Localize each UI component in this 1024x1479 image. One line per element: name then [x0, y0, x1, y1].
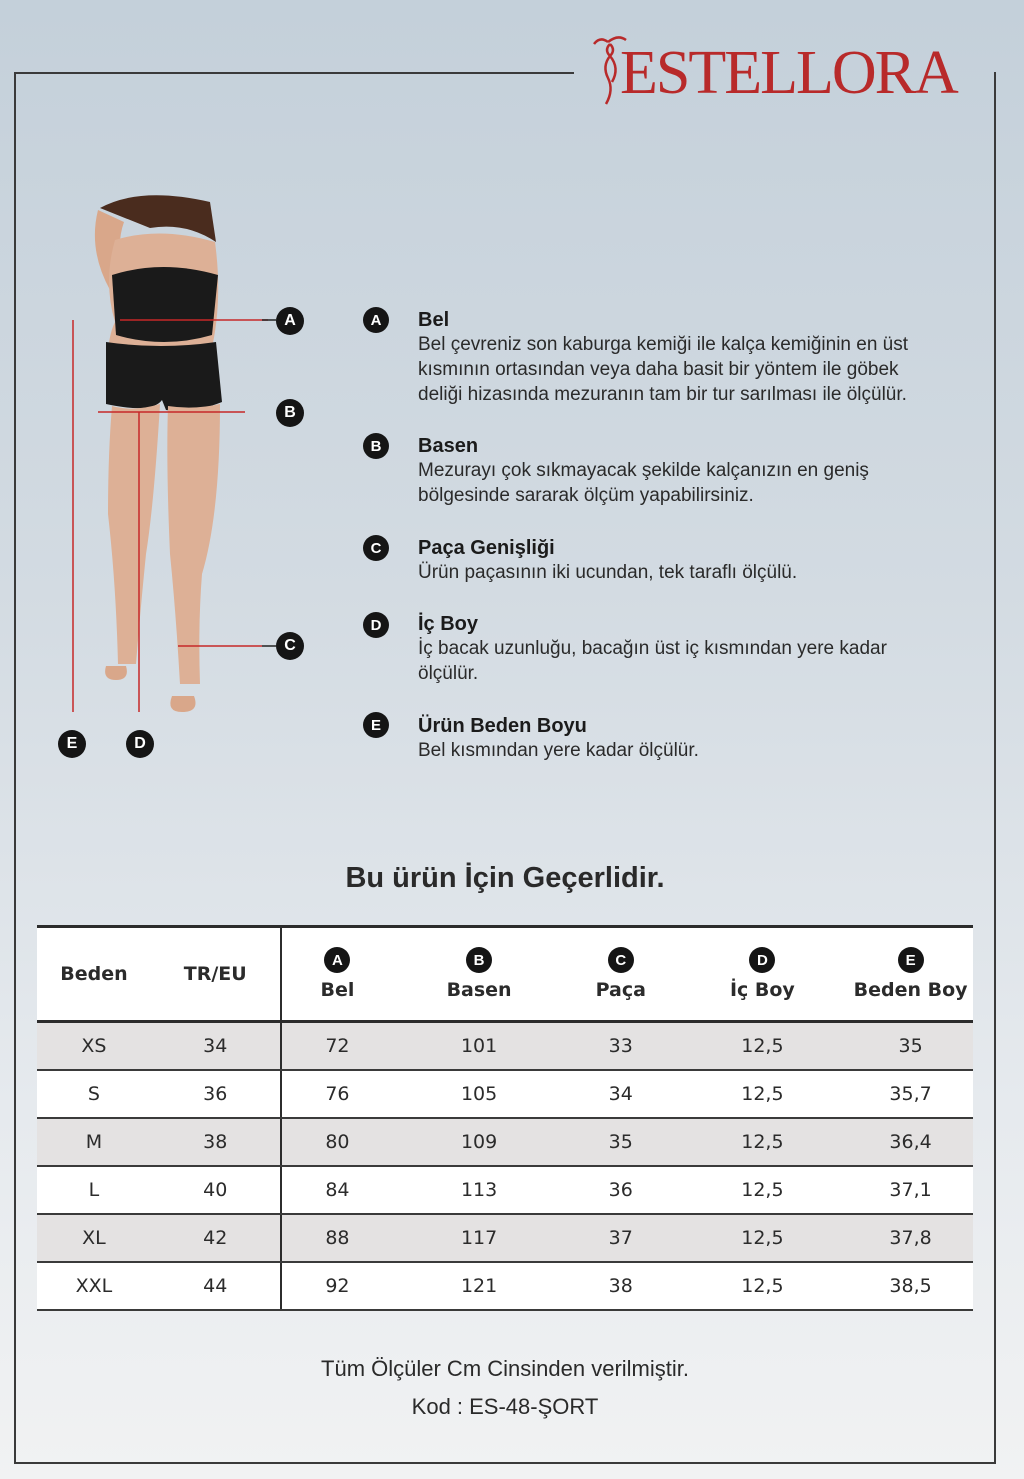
- header-beden: Beden: [37, 927, 151, 1022]
- desc-paca: [418, 536, 998, 585]
- desc-badge-c: C: [363, 535, 389, 561]
- desc-title: İç Boy: [418, 613, 479, 635]
- desc-bel: [418, 308, 998, 407]
- table-row: [37, 1166, 973, 1214]
- product-code: Kod : ES-48-ŞORT: [411, 1394, 599, 1419]
- cell-beden: S: [37, 1070, 151, 1118]
- cell-basen: 105: [393, 1070, 565, 1118]
- brand-logo: [590, 30, 980, 115]
- cell-basen: 101: [393, 1022, 565, 1071]
- table-row: [37, 1214, 973, 1262]
- cell-bel: 76: [281, 1070, 394, 1118]
- header-badge: C: [608, 947, 634, 973]
- desc-line: bölgesinde sararak ölçüm yapabilirsiniz.: [418, 485, 754, 506]
- size-table: [37, 925, 973, 1311]
- desc-line: Ürün paçasının iki ucundan, tek taraflı ölçülü.: [418, 562, 798, 583]
- desc-badge-e: E: [363, 712, 389, 738]
- brand-name: ESTELLORA: [620, 39, 957, 107]
- cell-bel: 88: [281, 1214, 394, 1262]
- table-row: [37, 1022, 973, 1071]
- cell-ic-boy: 12,5: [677, 1022, 849, 1071]
- cell-tr-eu: 38: [151, 1118, 281, 1166]
- cell-paca: 35: [565, 1118, 677, 1166]
- desc-line: kısmının ortasından veya daha basit bir yöntem ile göbek: [418, 359, 899, 380]
- frame-top-line: [14, 72, 574, 74]
- cell-beden: M: [37, 1118, 151, 1166]
- cell-paca: 34: [565, 1070, 677, 1118]
- desc-line: İç bacak uzunluğu, bacağın üst iç kısmından yere kadar: [418, 638, 887, 659]
- cell-beden: XS: [37, 1022, 151, 1071]
- figure-label-e: E: [58, 730, 86, 758]
- cell-ic-boy: 12,5: [677, 1118, 849, 1166]
- desc-ic-boy: [418, 612, 998, 686]
- header-badge: D: [749, 947, 775, 973]
- desc-title: Ürün Beden Boyu: [418, 715, 587, 737]
- cell-tr-eu: 36: [151, 1070, 281, 1118]
- cell-tr-eu: 44: [151, 1262, 281, 1310]
- desc-title: Paça Genişliği: [418, 537, 555, 559]
- header-bel: A Bel: [281, 927, 394, 1022]
- cell-beden-boy: 37,8: [848, 1214, 973, 1262]
- cell-paca: 33: [565, 1022, 677, 1071]
- cell-beden-boy: 36,4: [848, 1118, 973, 1166]
- figure-label-b: B: [276, 399, 304, 427]
- desc-line: Bel kısmından yere kadar ölçülür.: [418, 740, 699, 761]
- cell-tr-eu: 42: [151, 1214, 281, 1262]
- frame-bottom-line: [14, 1462, 996, 1464]
- cell-beden: L: [37, 1166, 151, 1214]
- cell-tr-eu: 34: [151, 1022, 281, 1071]
- desc-badge-b: B: [363, 433, 389, 459]
- cell-bel: 84: [281, 1166, 394, 1214]
- frame-left-line: [14, 72, 16, 1464]
- desc-line: Mezurayı çok sıkmayacak şekilde kalçanızın en geniş: [418, 460, 869, 481]
- header-badge: E: [898, 947, 924, 973]
- desc-line: Bel çevreniz son kaburga kemiği ile kalça kemiğinin en üst: [418, 334, 909, 355]
- table-row: [37, 1262, 973, 1310]
- cell-beden: XXL: [37, 1262, 151, 1310]
- cell-ic-boy: 12,5: [677, 1214, 849, 1262]
- desc-badge-a: A: [363, 307, 389, 333]
- header-ic-boy: D İç Boy: [677, 927, 849, 1022]
- cell-ic-boy: 12,5: [677, 1166, 849, 1214]
- header-badge: A: [324, 947, 350, 973]
- cell-basen: 109: [393, 1118, 565, 1166]
- header-beden-boy: E Beden Boy: [848, 927, 973, 1022]
- cell-bel: 80: [281, 1118, 394, 1166]
- header-paca: C Paça: [565, 927, 677, 1022]
- desc-title: Bel: [418, 309, 450, 331]
- desc-badge-d: D: [363, 612, 389, 638]
- frame-right-line: [994, 72, 996, 1464]
- desc-line: deliği hizasında mezuranın tam bir tur sarılması ile ölçülür.: [418, 384, 907, 405]
- desc-urun-beden-boyu: [418, 714, 998, 763]
- cell-bel: 72: [281, 1022, 394, 1071]
- header-basen: B Basen: [393, 927, 565, 1022]
- cell-bel: 92: [281, 1262, 394, 1310]
- header-badge: B: [466, 947, 492, 973]
- figure-label-d: D: [126, 730, 154, 758]
- table-header-row: [37, 927, 973, 1022]
- cell-beden-boy: 38,5: [848, 1262, 973, 1310]
- cell-beden-boy: 35: [848, 1022, 973, 1071]
- table-row: [37, 1070, 973, 1118]
- cell-ic-boy: 12,5: [677, 1262, 849, 1310]
- cell-paca: 37: [565, 1214, 677, 1262]
- cell-ic-boy: 12,5: [677, 1070, 849, 1118]
- units-note: Tüm Ölçüler Cm Cinsinden verilmiştir.: [321, 1356, 689, 1381]
- figure-label-a: A: [276, 307, 304, 335]
- cell-paca: 36: [565, 1166, 677, 1214]
- table-row: [37, 1118, 973, 1166]
- cell-beden-boy: 35,7: [848, 1070, 973, 1118]
- desc-basen: [418, 434, 998, 508]
- cell-basen: 117: [393, 1214, 565, 1262]
- cell-beden: XL: [37, 1214, 151, 1262]
- cell-basen: 121: [393, 1262, 565, 1310]
- figure-label-c: C: [276, 632, 304, 660]
- cell-basen: 113: [393, 1166, 565, 1214]
- cell-paca: 38: [565, 1262, 677, 1310]
- cell-tr-eu: 40: [151, 1166, 281, 1214]
- cell-beden-boy: 37,1: [848, 1166, 973, 1214]
- header-tr-eu: TR/EU: [151, 927, 281, 1022]
- desc-line: ölçülür.: [418, 663, 479, 684]
- body-figure-illustration: [40, 180, 340, 780]
- desc-title: Basen: [418, 435, 479, 457]
- table-title: Bu ürün İçin Geçerlidir.: [345, 862, 665, 894]
